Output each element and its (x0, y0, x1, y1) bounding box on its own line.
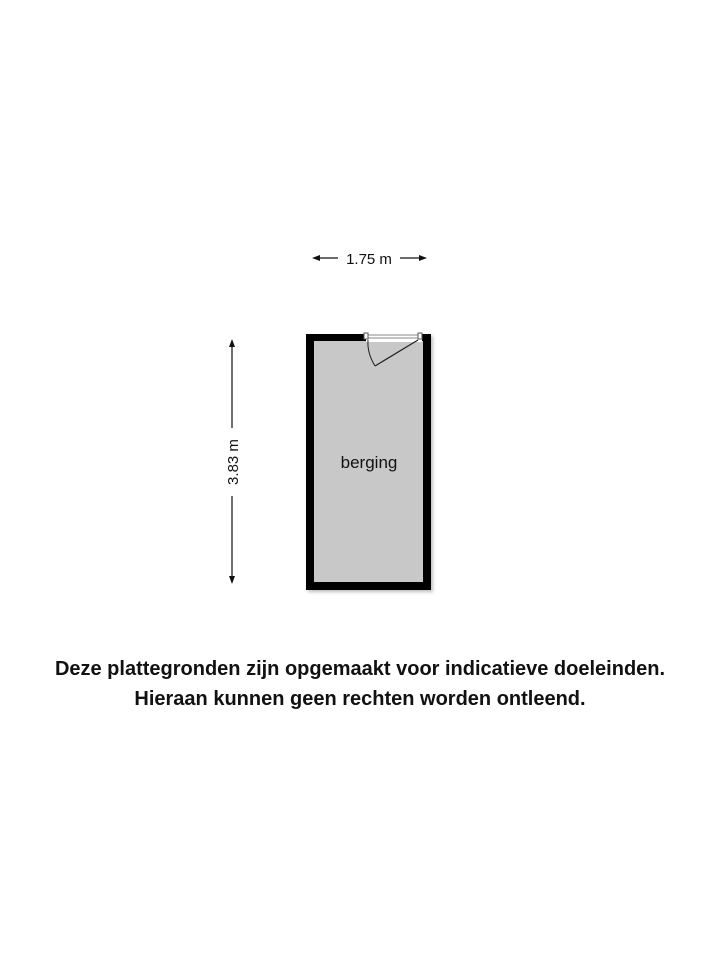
width-arrow-left (312, 255, 320, 261)
door-jamb-left (364, 333, 368, 339)
height-arrow-top (229, 339, 235, 347)
disclaimer-line-2: Hieraan kunnen geen rechten worden ontleend. (134, 688, 586, 710)
width-arrow-right (419, 255, 427, 261)
height-label: 3.83 m (225, 439, 242, 485)
disclaimer (0, 654, 720, 714)
width-label: 1.75 m (346, 251, 392, 268)
door-jamb-right (418, 333, 422, 339)
width-dimension (312, 251, 427, 268)
room-label: berging (340, 453, 398, 472)
height-arrow-bottom (229, 576, 235, 584)
height-dimension (225, 339, 242, 584)
disclaimer-line-1: Deze plattegronden zijn opgemaakt voor indicatieve doeleinden. (54, 658, 666, 680)
